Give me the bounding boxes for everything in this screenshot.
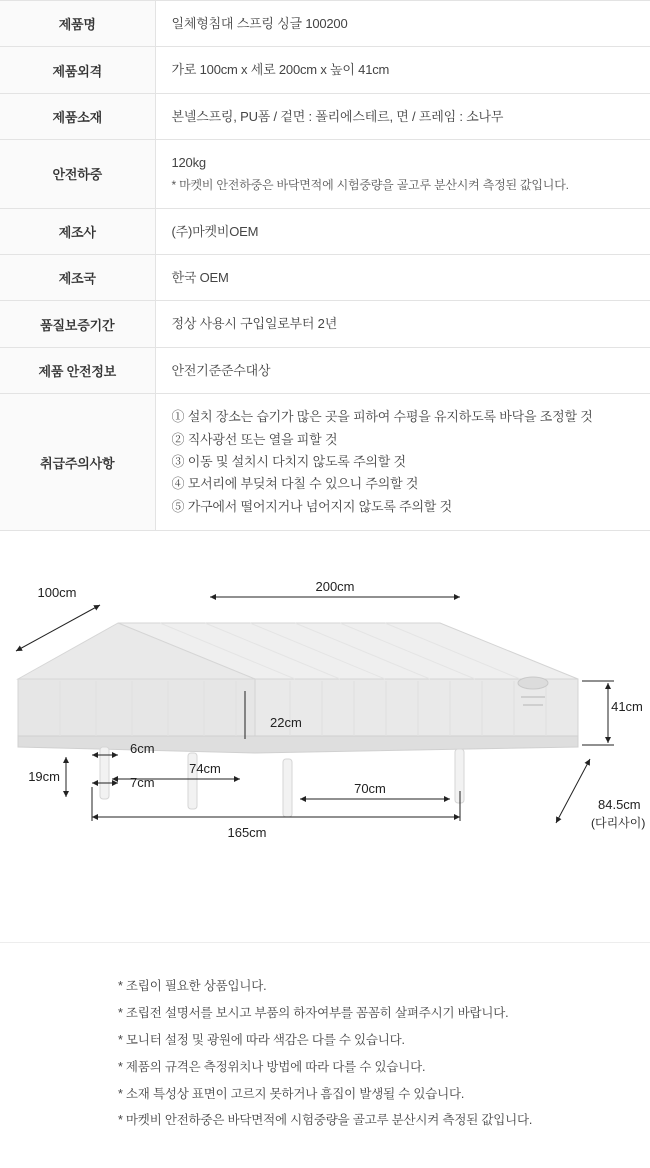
spec-value-material: 본넬스프링, PU폼 / 겉면 : 폴리에스테르, 면 / 프레임 : 소나무: [171, 108, 504, 124]
table-row: [0, 47, 650, 93]
spec-label-product-name: 제품명: [0, 1, 155, 47]
dim-height-right: 41cm: [611, 699, 643, 715]
list-item: ⑤ 가구에서 떨어지거나 넘어지지 않도록 주의할 것: [171, 498, 452, 514]
spec-label-warranty: 품질보증기간: [0, 301, 155, 347]
spec-label-caution: 취급주의사항: [0, 394, 155, 531]
dim-mattress-thickness: 22cm: [270, 715, 302, 731]
caution-list: [172, 406, 635, 518]
spec-label-country: 제조국: [0, 254, 155, 300]
dim-diagonal: 84.5cm: [598, 797, 641, 813]
table-row: [0, 254, 650, 300]
spec-label-safety-info: 제품 안전정보: [0, 347, 155, 393]
dim-span-long: 165cm: [227, 825, 267, 841]
table-row: [0, 347, 650, 393]
spec-value-warranty: 정상 사용시 구입일로부터 2년: [171, 316, 338, 332]
dimension-diagram: [0, 531, 650, 943]
product-spec-table: [0, 0, 650, 531]
spec-value-product-name: 일체형침대 스프링 싱글 100200: [171, 16, 348, 31]
table-row: [0, 208, 650, 254]
dim-span-short: 74cm: [189, 761, 221, 777]
safe-load-note: * 마켓비 안전하중은 바닥면적에 시험중량을 골고루 분산시켜 측정된 값입니다.: [171, 177, 569, 192]
table-row: [0, 140, 650, 208]
table-row: [0, 301, 650, 347]
dim-leg-height: 19cm: [28, 769, 60, 785]
list-item: ④ 모서리에 부딪쳐 다칠 수 있으니 주의할 것: [171, 476, 419, 492]
spec-label-material: 제품소재: [0, 93, 155, 139]
dim-leg-width-top: 6cm: [130, 741, 155, 757]
dim-diagonal-note: (다리사이): [591, 816, 646, 831]
spec-value-country: 한국 OEM: [171, 269, 229, 285]
table-row: [0, 93, 650, 139]
table-row: [0, 1, 650, 47]
spec-label-manufacturer: 제조사: [0, 208, 155, 254]
list-item: ③ 이동 및 설치시 다치지 않도록 주의할 것: [171, 454, 406, 470]
product-notes: [0, 943, 650, 1168]
bed-dimension-drawing: [0, 531, 650, 943]
notes-list: [0, 973, 650, 1134]
list-item: ① 설치 장소는 습기가 많은 곳을 피하여 수평을 유지하도록 바닥을 조정할 것: [171, 409, 593, 425]
list-item: * 마켓비 안전하중은 바닥면적에 시험중량을 골고루 분산시켜 측정된 값입니다.: [118, 1113, 533, 1128]
spec-value-dimensions: 가로 100cm x 세로 200cm x 높이 41cm: [171, 62, 390, 78]
list-item: * 소재 특성상 표면이 고르지 못하거나 흠집이 발생될 수 있습니다.: [118, 1086, 465, 1101]
dim-span-mid: 70cm: [354, 781, 386, 797]
list-item: * 모니터 설정 및 광원에 따라 색감은 다를 수 있습니다.: [118, 1032, 405, 1047]
list-item: * 조립전 설명서를 보시고 부품의 하자여부를 꼼꼼히 살펴주시기 바랍니다.: [118, 1005, 509, 1020]
dim-leg-width-bottom: 7cm: [130, 775, 155, 791]
spec-value-manufacturer: (주)마켓비OEM: [171, 223, 259, 239]
spec-value-caution: [155, 394, 650, 531]
spec-label-safe-load: 안전하중: [0, 140, 155, 208]
list-item: ② 직사광선 또는 열을 피할 것: [171, 431, 338, 447]
safe-load-value: 120kg: [171, 155, 206, 171]
table-row-caution: [0, 394, 650, 531]
dim-width-side: 100cm: [37, 585, 77, 601]
list-item: * 조립이 필요한 상품입니다.: [118, 979, 267, 994]
list-item: * 제품의 규격은 측정위치나 방법에 따라 다를 수 있습니다.: [118, 1059, 426, 1074]
spec-label-dimensions: 제품외격: [0, 47, 155, 93]
spec-value-safety-info: 안전기준준수대상: [171, 362, 271, 378]
dim-length-top: 200cm: [315, 579, 355, 595]
spec-value-safe-load: [155, 140, 650, 208]
